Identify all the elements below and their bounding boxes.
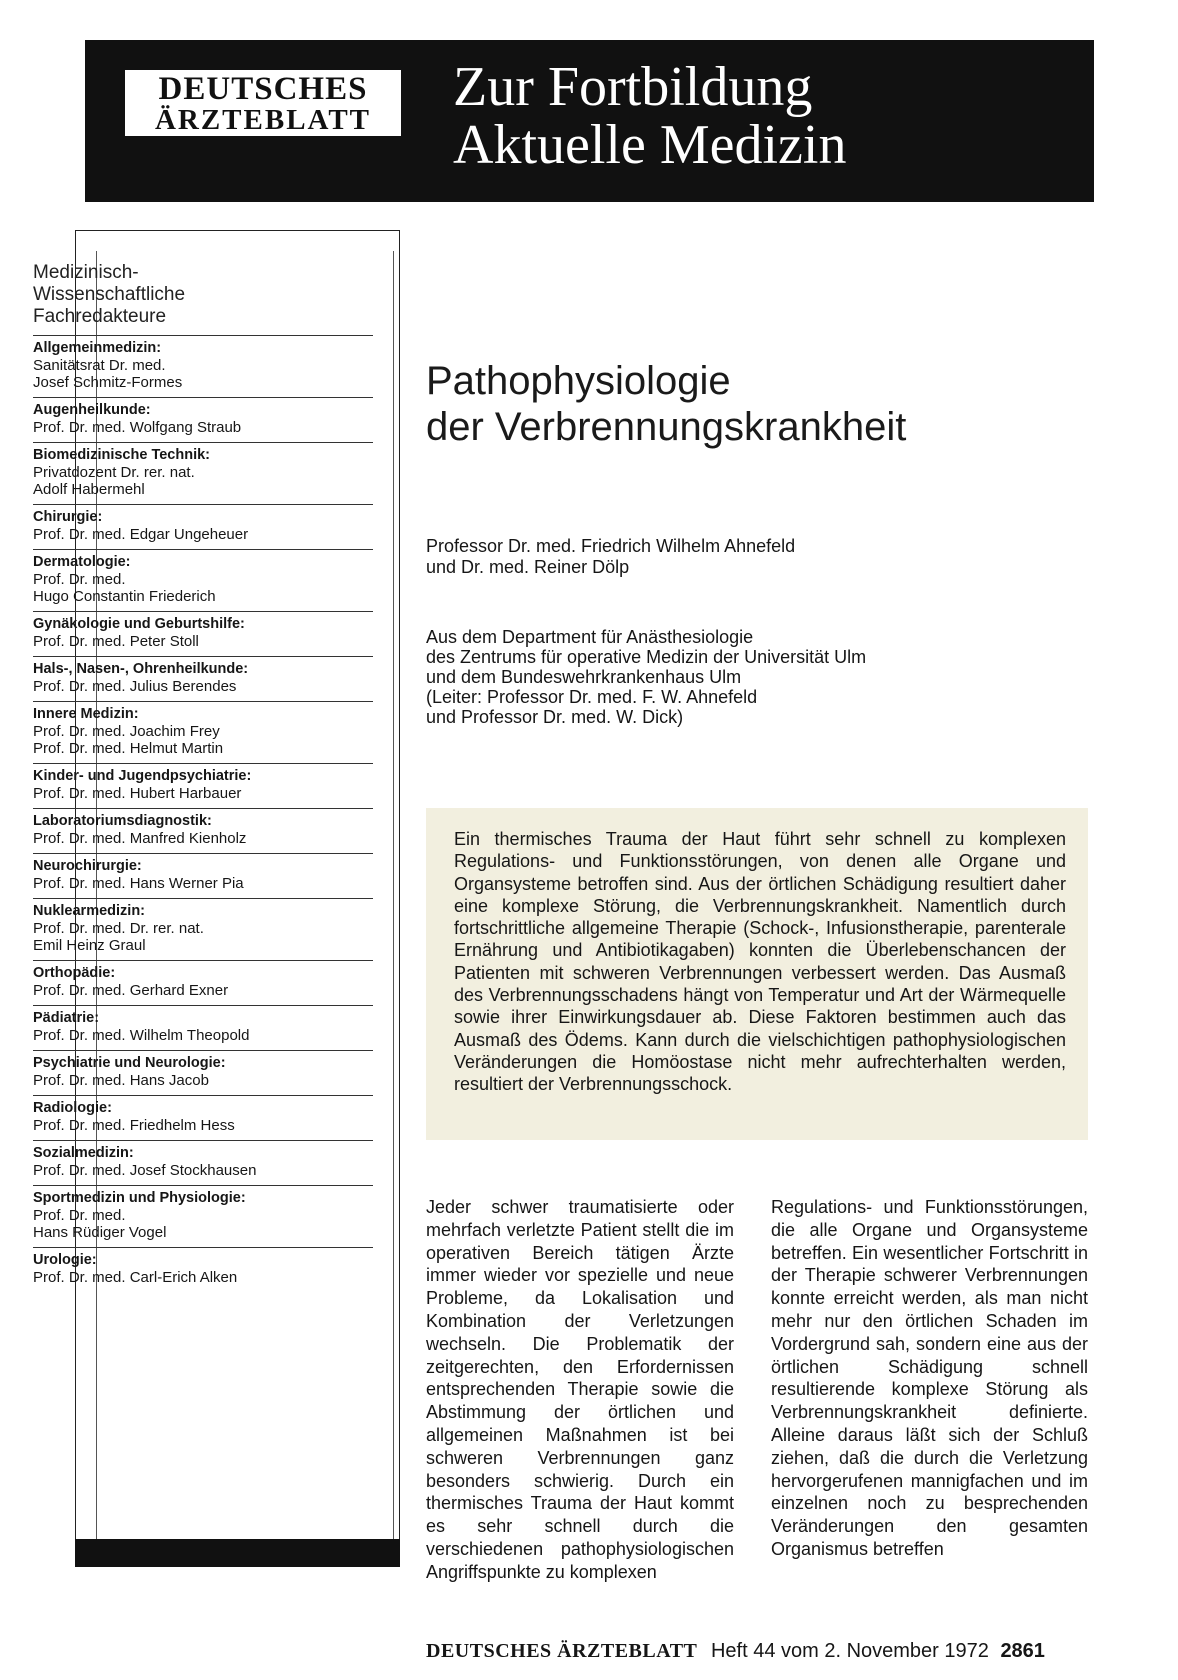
- article-affiliation: [426, 627, 866, 727]
- editors-heading-line: Medizinisch-: [33, 262, 139, 283]
- editor-category: Pädiatrie:: [33, 1010, 100, 1026]
- affiliation-line: und Professor Dr. med. W. Dick): [426, 707, 684, 727]
- editor-name: Prof. Dr. med. Friedhelm Hess: [33, 1117, 235, 1134]
- sidebar-bottom-bar: [75, 1539, 400, 1567]
- editor-category: Orthopädie:: [33, 965, 116, 981]
- editor-section: [33, 1140, 373, 1185]
- editor-category: Gynäkologie und Geburtshilfe:: [33, 616, 245, 632]
- editor-section: [33, 701, 373, 763]
- editor-category: Allgemeinmedizin:: [33, 340, 162, 356]
- editor-name: Prof. Dr. med. Wilhelm Theopold: [33, 1027, 250, 1044]
- editor-category: Innere Medizin:: [33, 706, 139, 722]
- editor-name: Emil Heinz Graul: [33, 937, 146, 954]
- editor-name: Prof. Dr. med. Manfred Kienholz: [33, 830, 247, 847]
- editor-category: Dermatologie:: [33, 554, 131, 570]
- author-line: Professor Dr. med. Friedrich Wilhelm Ahnefeld: [426, 536, 796, 556]
- editor-name: Prof. Dr. med. Gerhard Exner: [33, 982, 229, 999]
- editor-category: Hals-, Nasen-, Ohrenheilkunde:: [33, 661, 249, 677]
- article-title: [426, 358, 906, 450]
- body-column-1: Jeder schwer traumatisierte oder mehrfach verletzte Patient stellt die im operativen Bereich tätigen Ärzte immer wieder vor spezielle und neue Probleme, da Lokalisation und Kombination der Verletzungen wechseln. Die Problematik der zeitgerechten, den Erfordernissen entsprechenden Therapie sowie die Abstimmung der örtlichen und allgemeinen Maßnahmen ist bei schweren Verbrennungen ganz besonders schwierig. Durch ein thermisches Trauma der Haut kommt es sehr schnell durch die verschiedenen pathophysiologischen Angriffspunkte zu komplexen: [426, 1197, 734, 1582]
- editors-list: [33, 335, 373, 1292]
- editors-heading: [33, 262, 323, 328]
- header-band: [85, 40, 1094, 202]
- footer-issue: Heft 44 vom 2. November 1972: [710, 1640, 989, 1662]
- logo-line-1: DEUTSCHES: [158, 71, 368, 107]
- affiliation-line: (Leiter: Professor Dr. med. F. W. Ahnefeld: [426, 687, 758, 707]
- editor-name: Adolf Habermehl: [33, 481, 145, 498]
- editor-category: Augenheilkunde:: [33, 402, 151, 418]
- editor-category: Kinder- und Jugendpsychiatrie:: [33, 768, 252, 784]
- editor-section: [33, 960, 373, 1005]
- editor-name: Sanitätsrat Dr. med.: [33, 357, 166, 374]
- editors-heading-line: Fachredakteure: [33, 306, 167, 327]
- editor-section: [33, 1095, 373, 1140]
- editor-category: Radiologie:: [33, 1100, 112, 1116]
- editor-name: Prof. Dr. med. Peter Stoll: [33, 633, 199, 650]
- editor-name: Prof. Dr. med. Dr. rer. nat.: [33, 920, 204, 937]
- editor-name: Prof. Dr. med. Wolfgang Straub: [33, 419, 242, 436]
- editor-category: Psychiatrie und Neurologie:: [33, 1055, 226, 1071]
- editor-category: Biomedizinische Technik:: [33, 447, 210, 463]
- article-title-line-2: der Verbrennungskrankheit: [426, 405, 907, 449]
- editor-category: Neurochirurgie:: [33, 858, 142, 874]
- editor-section: [33, 1247, 373, 1292]
- editor-name: Hugo Constantin Friederich: [33, 588, 216, 605]
- editor-name: Prof. Dr. med. Julius Berendes: [33, 678, 237, 695]
- editor-name: Prof. Dr. med. Edgar Ungeheuer: [33, 526, 249, 543]
- editor-section: [33, 611, 373, 656]
- page-footer: [426, 1640, 1045, 1662]
- editor-category: Sozialmedizin:: [33, 1145, 134, 1161]
- section-title: [453, 58, 846, 174]
- editor-name: Prof. Dr. med.: [33, 571, 126, 588]
- body-column-2: Regulations- und Funktionsstörungen, die alle Organe und Organsysteme betreffen. Ein wesentlicher Fortschritt in der Therapie schwerer Verbrennungen konnte erreicht werden, als man nicht mehr nur den örtlichen Schaden im Vordergrund sah, sondern eine aus der örtlichen Schädigung schnell resultierende komplexe Störung als Verbrennungskrankheit definierte. Alleine daraus läßt sich der Schluß ziehen, daß die durch die Verletzung hervorgerufenen mannigfachen und im einzelnen noch zu besprechenden Veränderungen den gesamten Organismus betreffen: [771, 1197, 1088, 1559]
- editor-section: [33, 656, 373, 701]
- author-line: und Dr. med. Reiner Dölp: [426, 557, 630, 577]
- editor-name: Hans Rüdiger Vogel: [33, 1224, 167, 1241]
- editor-section: [33, 335, 373, 397]
- editor-section: [33, 898, 373, 960]
- editor-name: Privatdozent Dr. rer. nat.: [33, 464, 195, 481]
- affiliation-line: des Zentrums für operative Medizin der Universität Ulm: [426, 647, 867, 667]
- editor-section: [33, 397, 373, 442]
- affiliation-line: und dem Bundeswehrkrankenhaus Ulm: [426, 667, 742, 687]
- editor-section: [33, 1005, 373, 1050]
- editor-category: Nuklearmedizin:: [33, 903, 145, 919]
- editor-section: [33, 853, 373, 898]
- editor-name: Prof. Dr. med.: [33, 1207, 126, 1224]
- section-title-line-2: Aktuelle Medizin: [453, 114, 847, 176]
- editor-name: Josef Schmitz-Formes: [33, 374, 183, 391]
- editor-section: [33, 504, 373, 549]
- editor-section: [33, 1050, 373, 1095]
- logo-line-2: ÄRZTEBLATT: [154, 104, 372, 136]
- editor-section: [33, 808, 373, 853]
- magazine-logo: [122, 67, 404, 139]
- editor-section: [33, 442, 373, 504]
- footer-magazine: DEUTSCHES ÄRZTEBLATT: [426, 1640, 698, 1662]
- editor-name: Prof. Dr. med. Joachim Frey: [33, 723, 220, 740]
- section-title-line-1: Zur Fortbildung: [453, 56, 813, 118]
- article-authors: [426, 536, 795, 578]
- editor-name: Prof. Dr. med. Hubert Harbauer: [33, 785, 242, 802]
- editor-name: Prof. Dr. med. Hans Jacob: [33, 1072, 209, 1089]
- article-title-line-1: Pathophysiologie: [426, 359, 731, 403]
- editor-category: Urologie:: [33, 1252, 97, 1268]
- editor-category: Chirurgie:: [33, 509, 103, 525]
- page-number: 2861: [1000, 1640, 1045, 1662]
- article-abstract: Ein thermisches Trauma der Haut führt sehr schnell zu komplexen Regulations- und Funktionsstörungen, von denen alle Organe und Organsysteme betroffen sind. Aus der örtlichen Schädigung resultiert daher eine komplexe Störung, die Verbrennungskrankheit. Namentlich durch fortschrittliche allgemeine Therapie (Schock-, Infusionstherapie, parenterale Ernährung und Antibiotikagaben) konnten die Überlebenschancen der Patienten mit schweren Verbrennungen verbessert werden. Das Ausmaß des Verbrennungsschadens hängt von Temperatur und Art der Wärmequelle sowie ihrer Einwirkungsdauer ab. Diese Faktoren bestimmen auch das Ausmaß des Ödems. Kann durch die vielschichtigen pathophysiologischen Veränderungen die Homöostase nicht mehr aufrechterhalten werden, resultiert der Verbrennungsschock.: [426, 808, 1088, 1140]
- editor-section: [33, 549, 373, 611]
- editor-name: Prof. Dr. med. Helmut Martin: [33, 740, 224, 757]
- editor-section: [33, 763, 373, 808]
- editor-section: [33, 1185, 373, 1247]
- editor-category: Sportmedizin und Physiologie:: [33, 1190, 246, 1206]
- editor-category: Laboratoriumsdiagnostik:: [33, 813, 212, 829]
- affiliation-line: Aus dem Department für Anästhesiologie: [426, 627, 754, 647]
- editors-heading-line: Wissenschaftliche: [33, 284, 186, 305]
- editor-name: Prof. Dr. med. Josef Stockhausen: [33, 1162, 257, 1179]
- editor-name: Prof. Dr. med. Carl-Erich Alken: [33, 1269, 238, 1286]
- editor-name: Prof. Dr. med. Hans Werner Pia: [33, 875, 244, 892]
